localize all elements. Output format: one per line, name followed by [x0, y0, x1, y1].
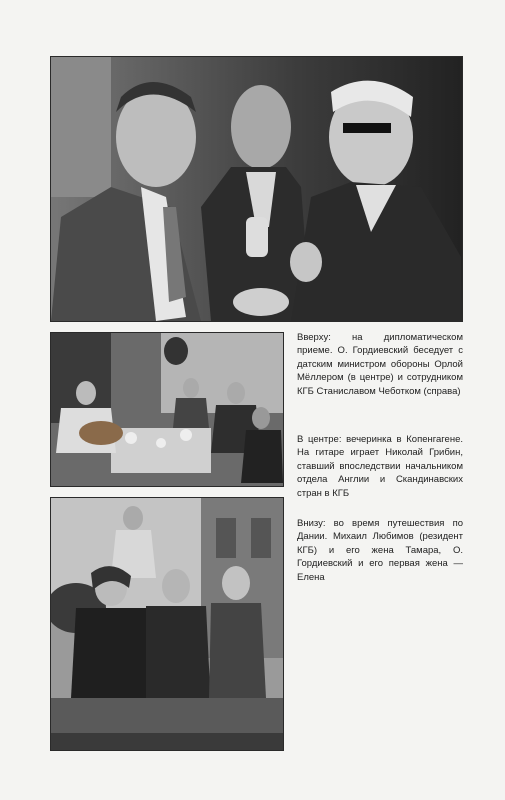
photo-denmark-trip [50, 497, 284, 751]
photo-diplomatic-reception [50, 56, 463, 322]
caption-middle-photo: В центре: вечеринка в Копенгагене. На гитаре играет Николай Грибин, ставший впоследствии начальником отдела Англии и Скандинавских стран в КГБ [297, 434, 463, 499]
caption-bottom-photo: Внизу: во время путешествия по Дании. Михаил Любимов (резидент КГБ) и его жена Тамара, О. Гордиевский и его первая жена — Елена [297, 518, 463, 583]
photo-copenhagen-party [50, 332, 284, 487]
caption-top-photo: Вверху: на дипломатическом приеме. О. Гордиевский беседует с датским министром обороны Орлой Мёллером (в центре) и сотрудником КГБ Станиславом Чеботком (справа) [297, 332, 463, 397]
